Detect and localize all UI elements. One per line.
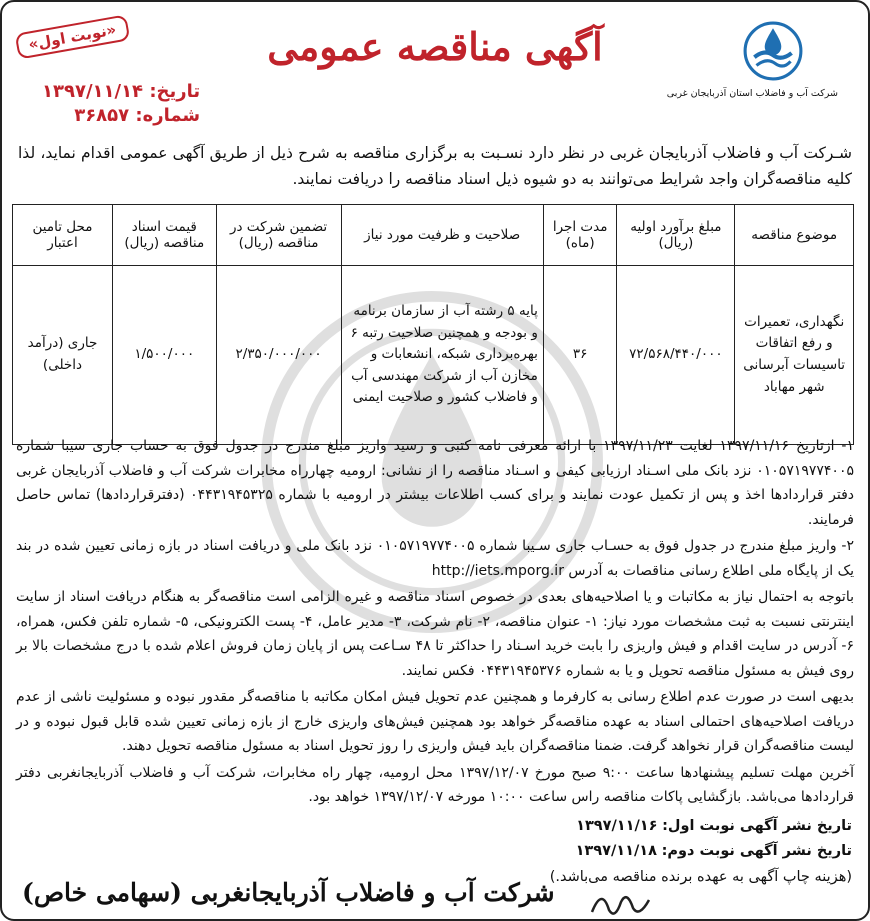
col-estimate: مبلغ برآورد اولیه (ریال)	[617, 205, 735, 266]
date-block	[42, 80, 200, 129]
col-guarantee: تضمین شرکت در مناقصه (ریال)	[216, 205, 341, 266]
second-publication-label: تاریخ نشر آگهی نوبت دوم:	[661, 843, 852, 860]
second-publication	[550, 839, 852, 864]
notice-title: آگهی مناقصه عمومی	[267, 24, 603, 69]
clause-2: ۲- واریز مبلغ مندرج در جدول فوق به حسـاب جاری سـیبا شماره ۰۱۰۵۷۱۹۷۷۴۰۰۵ نزد بانک ملی و دریافت اسناد در بازه زمانی تعیین شده در بند یک از پایگاه ملی اطلاع رسانی مناقصات به آدرس http://iets.mporg.ir	[16, 538, 854, 579]
cell-subject: نگهداری، تعمیرات و رفع اتفاقات تاسیسات آبرسانی شهر مهاباد	[735, 266, 854, 445]
col-doc-price: قیمت اسناد مناقصه (ریال)	[112, 205, 216, 266]
col-funding: محل تامین اعتبار	[13, 205, 113, 266]
table-row	[13, 266, 854, 445]
clause-registration: باتوجه به احتمال نیاز به مکاتبات و یا اصلاحیه‌های بعدی در خصوص اسناد مناقصه و غیره الزامی است مناقصه‌گر به هنگام دریافت اسناد از سایت اینترنتی نسبت به ثبت مشخصات مورد نیاز: ۱- عنوان مناقصه، ۲- نام شرکت، ۳- مدیر عامل، ۴- پست الکترونیکی، ۵- شماره تلفن فکس، همراه، ۶- آدرس در سایت اقدام و فیش واریزی را بابت خرید اسـناد را حداکثر تا ۴۸ سـاعت پس از پایان زمان فروش اعلام شده با درج مشخصات بالا بر روی فیش به مسئول مناقصه تحویل و یا به شماره ۰۴۴۳۱۹۴۵۳۷۶ فکس نمایند.	[16, 589, 854, 679]
clause-responsibility: بدیهی است در صورت عدم اطلاع رسانی به کارفرما و همچنین عدم تحویل فیش امکان مکاتبه با مناقصه‌گر مقدور نبوده و مسئولیت ناشی از عدم دریافت اصلاحیه‌های احتمالی اسناد به عهده مناقصه‌گر خواهد بود همچنین فیش‌های واریزی خارج از بازه زمانی تعیین شده قابل قبول نبوده و در لیست مناقصه‌گران قرار نخواهد گرفت. ضمنا مناقصه‌گران باید فیش واریزی را روز تحویل اسناد به مسئول مناقصه تحویل دهند.	[16, 689, 854, 754]
print-cost-note: (هزینه چاپ آگهی به عهده برنده مناقصه می‌باشد.)	[549, 868, 852, 885]
round-badge: «نوبت اول»	[15, 14, 130, 59]
cell-estimate: ۷۲/۵۶۸/۴۴۰/۰۰۰	[617, 266, 735, 445]
cell-qualification: پایه ۵ رشته آب از سازمان برنامه و بودجه و همچنین صلاحیت رتبه ۶ بهره‌برداری شبکه، انشعابات و مخازن آب از شرکت مهندسی آب و فاضلاب کشور و صلاحیت ایمنی	[341, 266, 543, 445]
cell-guarantee: ۲/۳۵۰/۰۰۰/۰۰۰	[216, 266, 341, 445]
footer-company-name: شرکت آب و فاضلاب آذربایجانغربی (سهامی خاص)	[22, 878, 555, 907]
second-publication-date: ۱۳۹۷/۱۱/۱۸	[575, 843, 657, 860]
intro-paragraph: شـرکت آب و فاضلاب آذربایجان غربی در نظر دارد نسـبت به برگزاری مناقصه به شرح ذیل از طریق آگهی عمومی اقدام نماید، لذا کلیه مناقصه‌گران واجد شرایط می‌توانند به دو شیوه ذیل اسناد مناقصه را دریافت نمایند.	[18, 144, 852, 189]
cell-funding: جاری (درآمد داخلی)	[13, 266, 113, 445]
col-qualification: صلاحیت و ظرفیت مورد نیاز	[341, 205, 543, 266]
first-publication	[550, 814, 852, 839]
notice-date: تاریخ: ۱۳۹۷/۱۱/۱۴	[42, 81, 201, 102]
table-header-row	[13, 205, 854, 266]
cell-duration: ۳۶	[543, 266, 617, 445]
publication-dates	[550, 814, 852, 890]
first-publication-date: ۱۳۹۷/۱۱/۱۶	[576, 818, 658, 834]
signature-icon	[587, 882, 657, 921]
notice-number: شماره: ۳۶۸۵۷	[74, 105, 201, 127]
company-subtitle: شرکت آب و فاضلاب استان آذربایجان غربی	[666, 88, 838, 99]
notice-body	[16, 434, 854, 812]
col-subject: موضوع مناقصه	[735, 205, 854, 266]
tender-table	[12, 204, 854, 445]
clause-deadline: آخرین مهلت تسلیم پیشنهادها ساعت ۹:۰۰ صبح مورخ ۱۳۹۷/۱۲/۰۷ محل ارومیه، چهار راه مخابرات، شرکت آب و فاضلاب آذربایجانغربی دفتر قراردادها می‌باشد. بازگشایی پاکات مناقصه راس ساعت ۱۰:۰۰ مورخه ۱۳۹۷/۱۲/۰۷ خواهد بود.	[16, 764, 854, 805]
clause-1: ۱- ازتاریخ ۱۳۹۷/۱۱/۱۶ لغایت ۱۳۹۷/۱۱/۲۳ با ارائه معرفی نامه کتبی و رسید واریز مبلغ مندرج در جدول فوق به حساب جاری سیبا شماره ۰۱۰۵۷۱۹۷۷۴۰۰۵ نزد بانک ملی اسـناد ارزیابی کیفی و اسـناد مناقصه را از نشانی: ارومیه چهارراه مخابرات شرکت آب و فاضلاب آذربایجان غربی دفتر قراردادها اخذ و پس از تکمیل عودت نمایند و برای کسب اطلاعات بیشتر در ارومیه با شماره ۰۴۴۳۱۹۴۵۳۲۵ (دفترقراردادها) تماس حاصل فرمایند.	[16, 438, 854, 528]
first-publication-label: تاریخ نشر آگهی نوبت اول:	[662, 818, 852, 834]
col-duration: مدت اجرا (ماه)	[543, 205, 617, 266]
cell-doc-price: ۱/۵۰۰/۰۰۰	[112, 266, 216, 445]
